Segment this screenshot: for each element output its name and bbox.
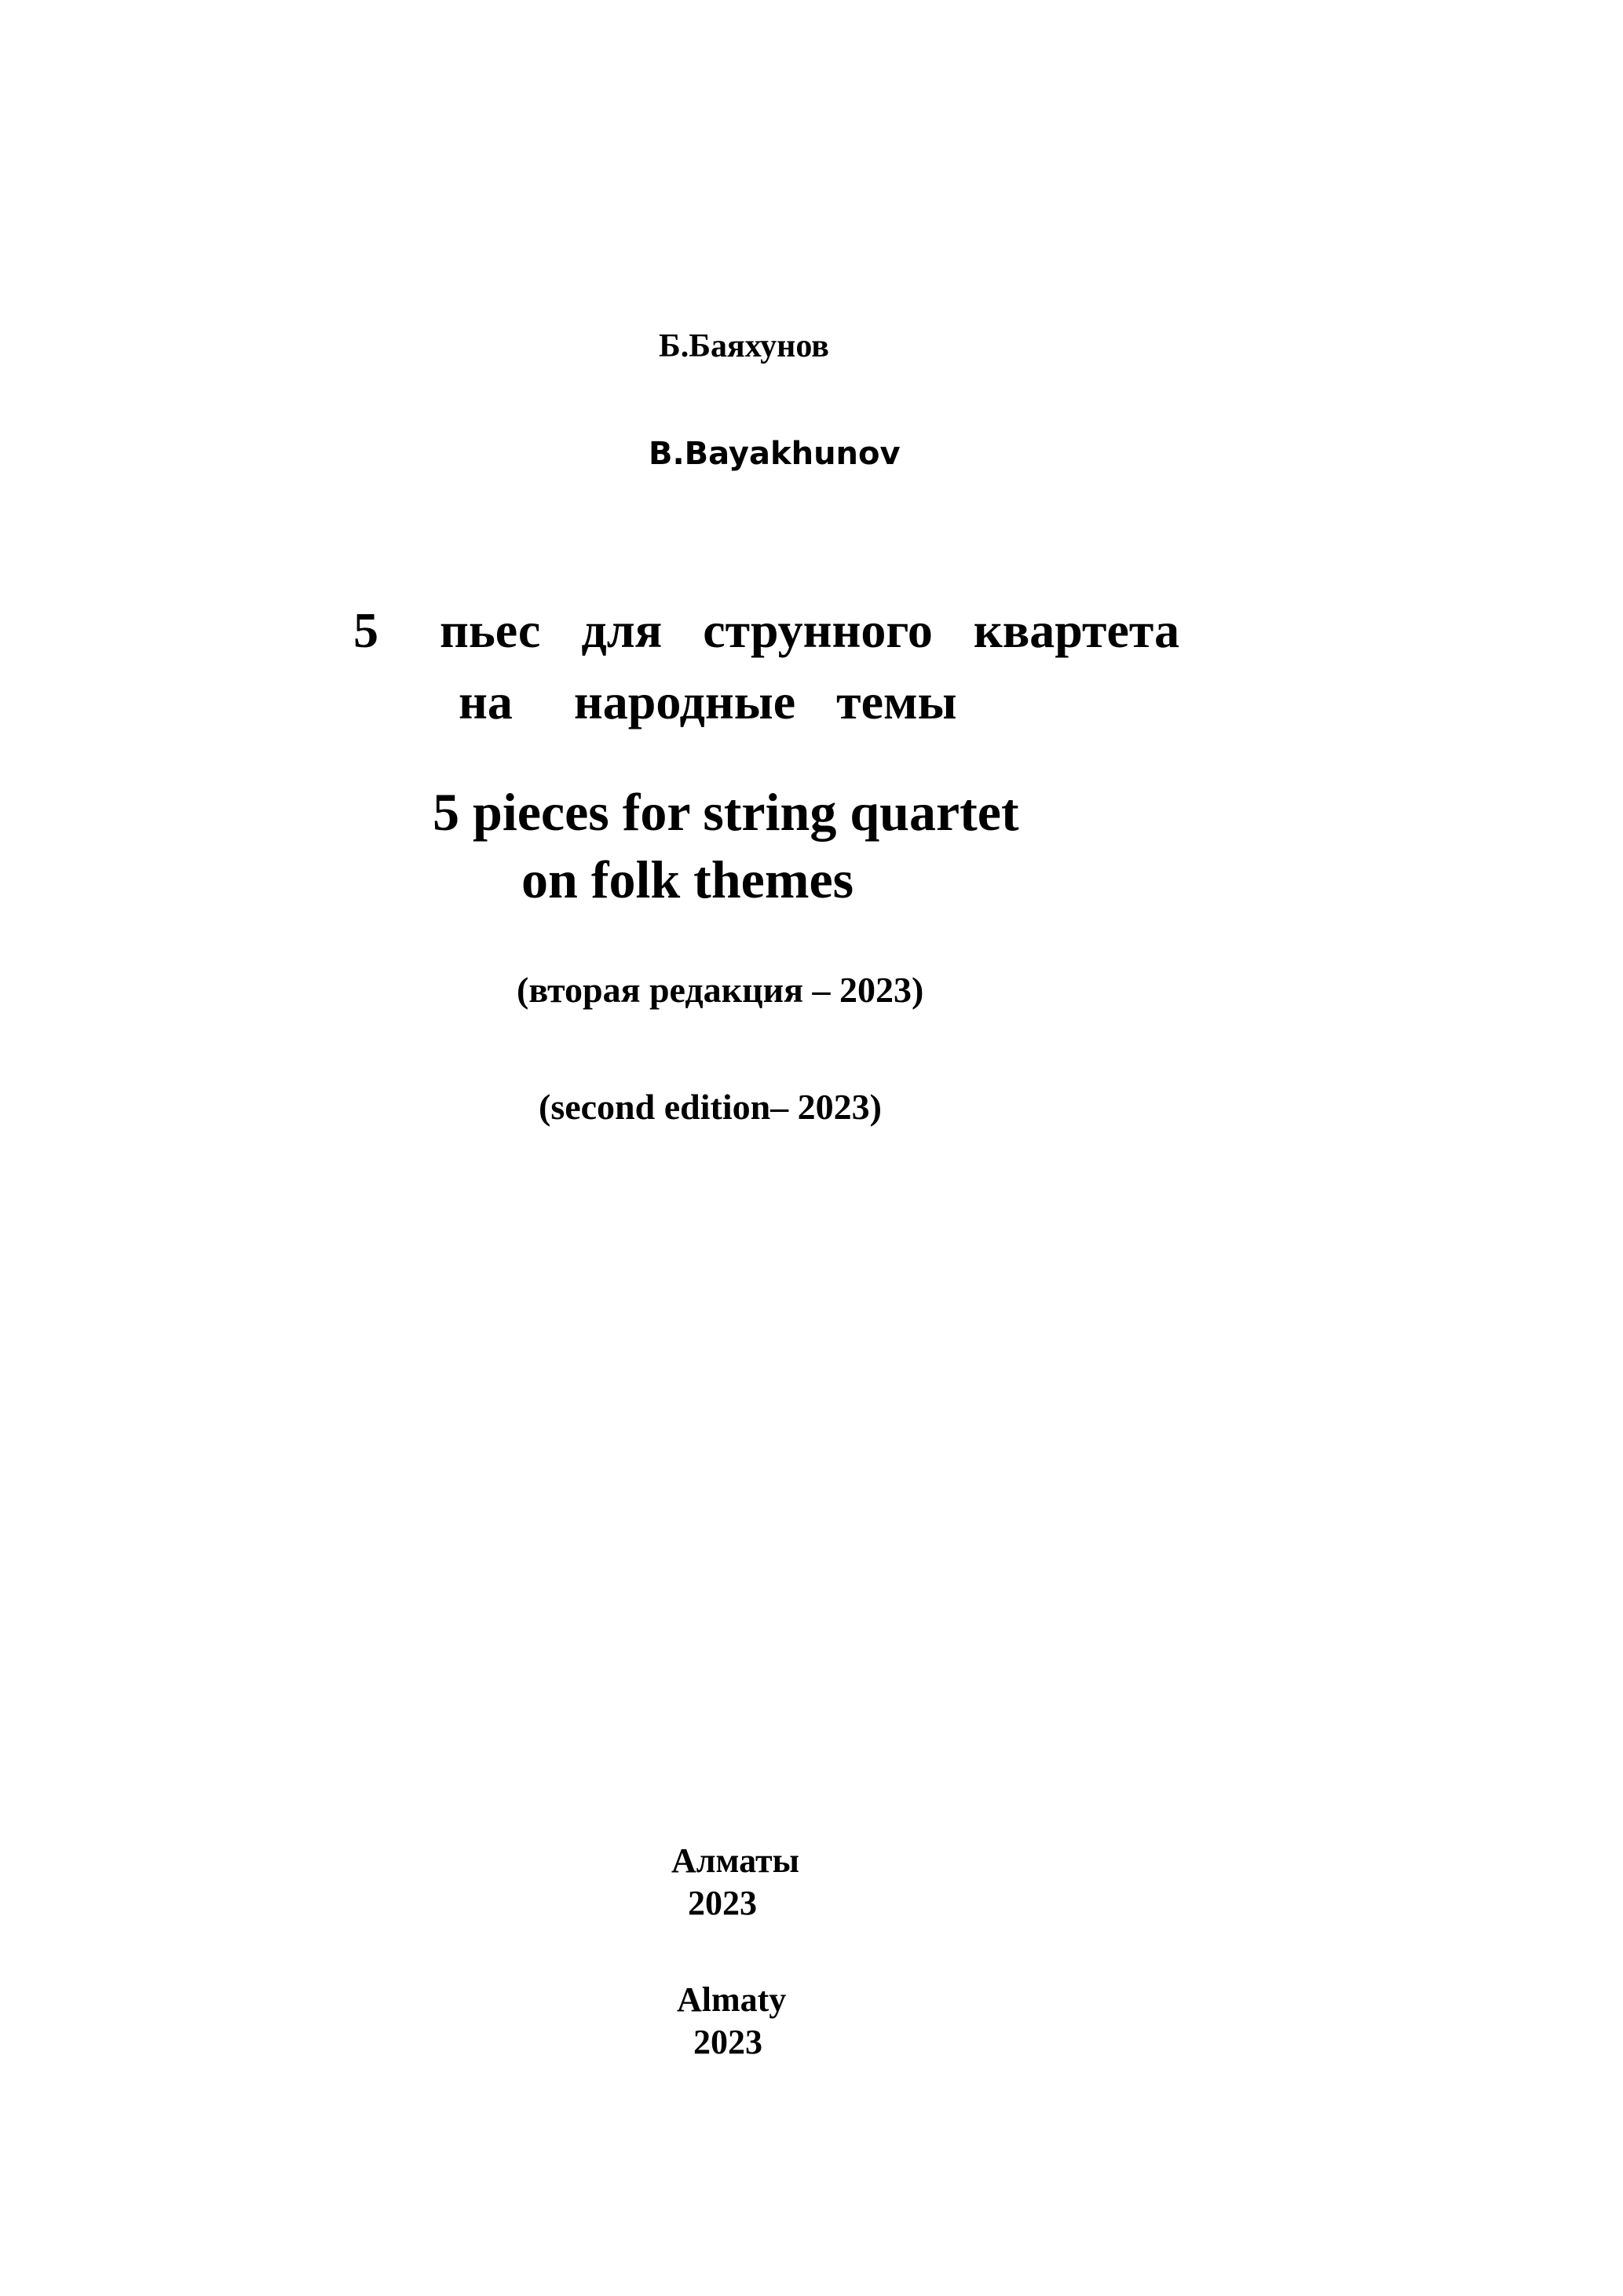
- imprint-year-en: 2023: [693, 2023, 762, 2061]
- title-ru-line-1: 5 пьес для струнного квартета: [353, 602, 1180, 658]
- edition-note-ru: (вторая редакция – 2023): [517, 970, 924, 1010]
- title-en-line-2: on folk themes: [521, 850, 854, 909]
- author-name-en: B.Bayakhunov: [649, 436, 901, 472]
- imprint-year-ru: 2023: [688, 1884, 757, 1922]
- imprint-city-en: Almaty: [677, 1980, 787, 2019]
- title-en-line-1: 5 pieces for string quartet: [433, 782, 1019, 842]
- edition-note-en: (second edition– 2023): [539, 1087, 882, 1127]
- imprint-city-ru: Алматы: [671, 1841, 799, 1880]
- title-ru-line-2: на народные темы: [459, 674, 957, 729]
- author-name-ru: Б.Баяхунов: [659, 328, 829, 364]
